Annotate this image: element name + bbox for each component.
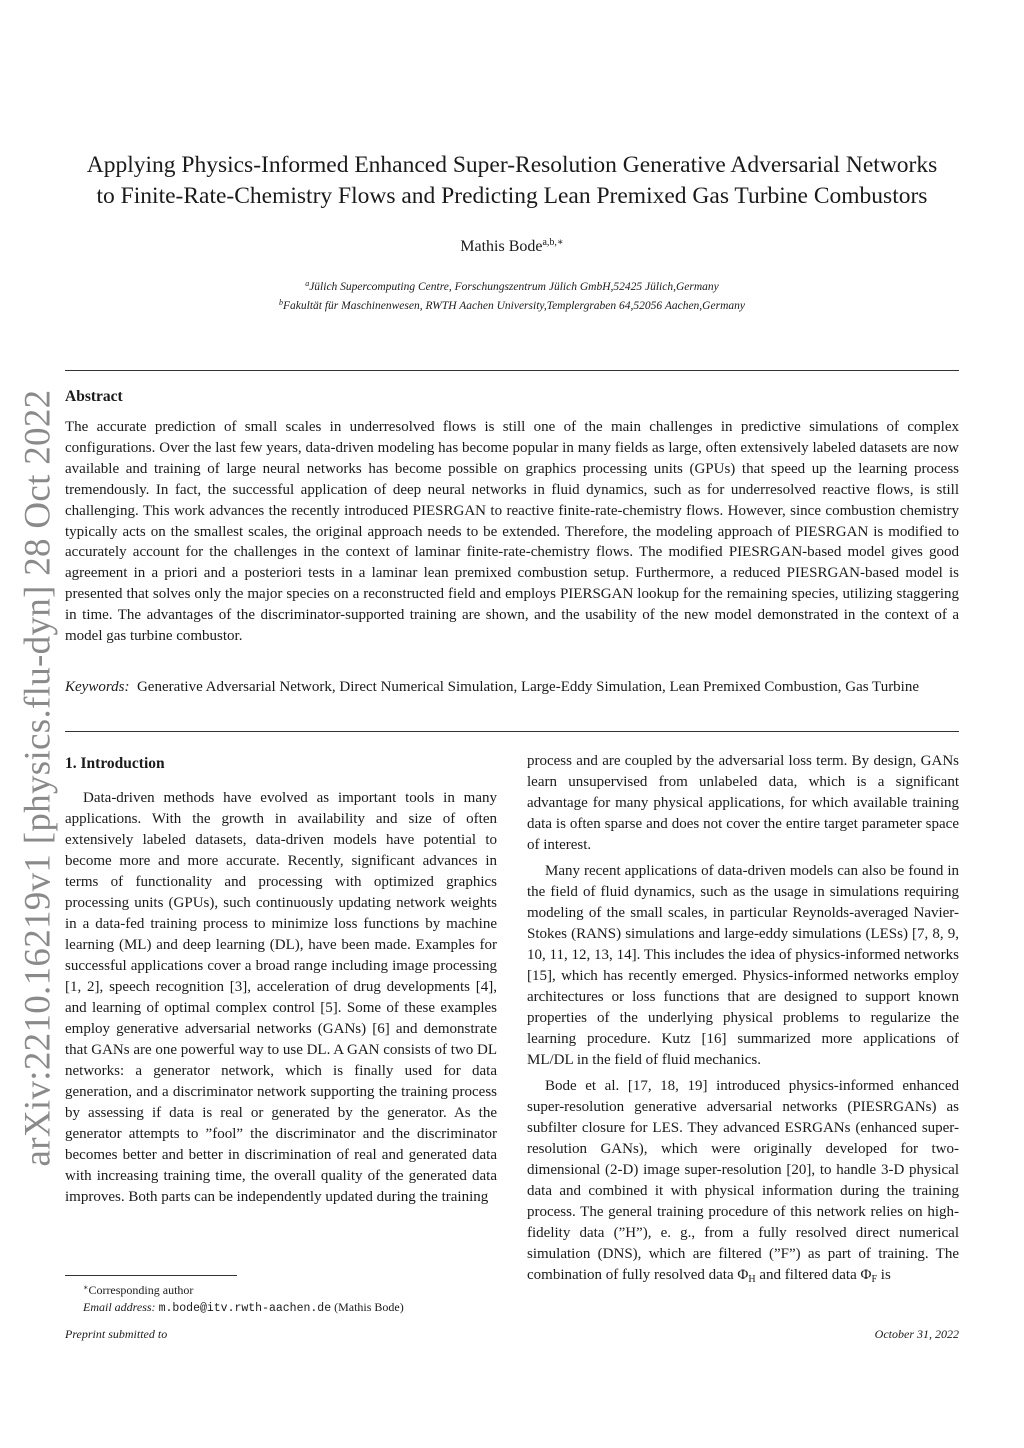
affiliations <box>0 276 1024 314</box>
footnote-corresponding: ∗Corresponding author <box>83 1283 194 1297</box>
keywords-divider <box>65 731 959 732</box>
arxiv-identifier: arXiv:2210.16219v1 [physics.flu-dyn] 28 Oct 2022 <box>17 389 59 1167</box>
intro-paragraph-2: Many recent applications of data-driven models can also be found in the field of fluid dynamics, such as the usage in simulations requiring modeling of the small scales, in particular Reynolds-averaged Navier-Stokes (RANS) simulations and large-eddy simulations (LESs) [7, 8, 9, 10, 11, 12, 13, 14]. This includes the idea of physics-informed networks [15], which has recently emerged. Physics-informed networks employ architectures or loss functions that are designed to support known properties of the underlying physical problems to regularize the learning procedure. Kutz [16] summarized more applications of ML/DL in the field of fluid mechanics. <box>527 863 959 1068</box>
intro-paragraph-1: Data-driven methods have evolved as important tools in many applications. With the growth in availability and size of often extensively labeled datasets, data-driven models have potential to become more and more accurate. Recently, significant advances in terms of functionality and processing with optimized graphics processing units (GPUs), such continuously updating network weights in a data-fed training process to minimize loss functions by machine learning (ML) and deep learning (DL), have been made. Examples for successful applications cover a broad range including image processing [1, 2], speech recognition [3], acceleration of drug developments [4], and learning of optimal complex control [5]. Some of these examples employ generative adversarial networks (GANs) [6] and demonstrate that GANs are one powerful way to use DL. A GAN consists of two DL networks: a generator network, which is finally used for data generation, and a discriminator network supporting the training process by assessing if data is real or generated by the generator. As the generator attempts to ”fool” the discriminator and the discriminator becomes better and better in discrimination of real and generated data with increasing training time, the overall quality of the generated data improves. Both parts can be independently updated during the training <box>65 790 498 1205</box>
intro-paragraph-3: Bode et al. [17, 18, 19] introduced physics-informed enhanced super-resolution generative adversarial networks (PIESRGANs) as subfilter closure for LES. They advanced ESRGANs (enhanced super-resolution GANs), which were originally developed for two-dimensional (2-D) image super-resolution [20], to handle 3-D physical data and combined it with physical information during the training process. The general training procedure of this network relies on high-fidelity data (”H”), e. g., from a fully resolved direct numerical simulation (DNS), which are filtered (”F”) as part of training. The combination of fully resolved data $\Phi_H$ and filtered data $\Phi_F$ is <box>527 1078 959 1285</box>
footnotes <box>65 1279 404 1317</box>
author-marks: a,b,∗ <box>542 237 564 248</box>
keywords-label: Keywords: <box>65 679 130 695</box>
footer-date: October 31, 2022 <box>874 1327 959 1341</box>
paper-title <box>40 150 984 212</box>
keywords-text: Generative Adversarial Network, Direct Numerical Simulation, Large-Eddy Simulation, Lean Premixed Combustion, Gas Turbine <box>136 679 920 695</box>
right-column <box>527 751 959 1290</box>
email-link[interactable]: m.bode@itv.rwth-aachen.de <box>158 1302 332 1315</box>
author-line <box>0 237 1024 256</box>
footer-preprint: Preprint submitted to <box>65 1327 168 1341</box>
footnote-email: Email address: m.bode@itv.rwth-aachen.de (Mathis Bode) <box>83 1300 404 1315</box>
author-name: Mathis Bode <box>460 238 543 255</box>
footnote-divider <box>65 1275 237 1276</box>
title-line-2: to Finite-Rate-Chemistry Flows and Predicting Lean Premixed Gas Turbine Combustors <box>96 183 928 209</box>
abstract-text: The accurate prediction of small scales in underresolved flows is still one of the main challenges in predictive simulations of complex configurations. Over the last few years, data-driven modeling has become popular in many fields as large, often extensively labeled datasets are now available and training of large neural networks has become possible on graphics processing units (GPUs) that speed up the learning process tremendously. In fact, the successful application of deep neural networks in fluid dynamics, such as for underresolved reactive flows, is still challenging. This work advances the recently introduced PIESRGAN to reactive finite-rate-chemistry flows. However, since combustion chemistry typically acts on the smallest scales, the original approach needs to be extended. Therefore, the modeling approach of PIESRGAN is modified to accurately account for the challenges in the context of laminar finite-rate-chemistry flows. The modified PIESRGAN-based model gives good agreement in a priori and a posteriori tests in a laminar lean premixed combustion setup. Furthermore, a reduced PIESRGAN-based model is presented that solves only the major species on a reconstructed field and employs PIERSGAN lookup for the remaining species, utilizing staggering in time. The advantages of the discriminator-supported training are shown, and the usability of the new model demonstrated in the context of a model gas turbine combustor. <box>65 419 959 645</box>
abstract-heading: Abstract <box>65 388 123 405</box>
left-column <box>65 753 497 1208</box>
title-line-1: Applying Physics-Informed Enhanced Super-Resolution Generative Adversarial Networks <box>86 152 938 178</box>
intro-paragraph-continued: process and are coupled by the adversarial loss term. By design, GANs learn unsupervised from unlabeled data, which is a significant advantage for many physical applications, for which available training data is often sparse and does not cover the entire target parameter space of interest. <box>527 753 959 853</box>
affiliation-b: $^b$Fakultät für Maschinenwesen, RWTH Aachen University,Templergraben 64,52056 Aachen,Germany <box>279 298 745 312</box>
keywords <box>65 677 959 698</box>
top-divider <box>65 370 959 371</box>
section-heading-introduction: 1. Introduction <box>65 755 165 772</box>
affiliation-a: $^a$Jülich Supercomputing Centre, Forschungszentrum Jülich GmbH,52425 Jülich,Germany <box>305 279 719 293</box>
